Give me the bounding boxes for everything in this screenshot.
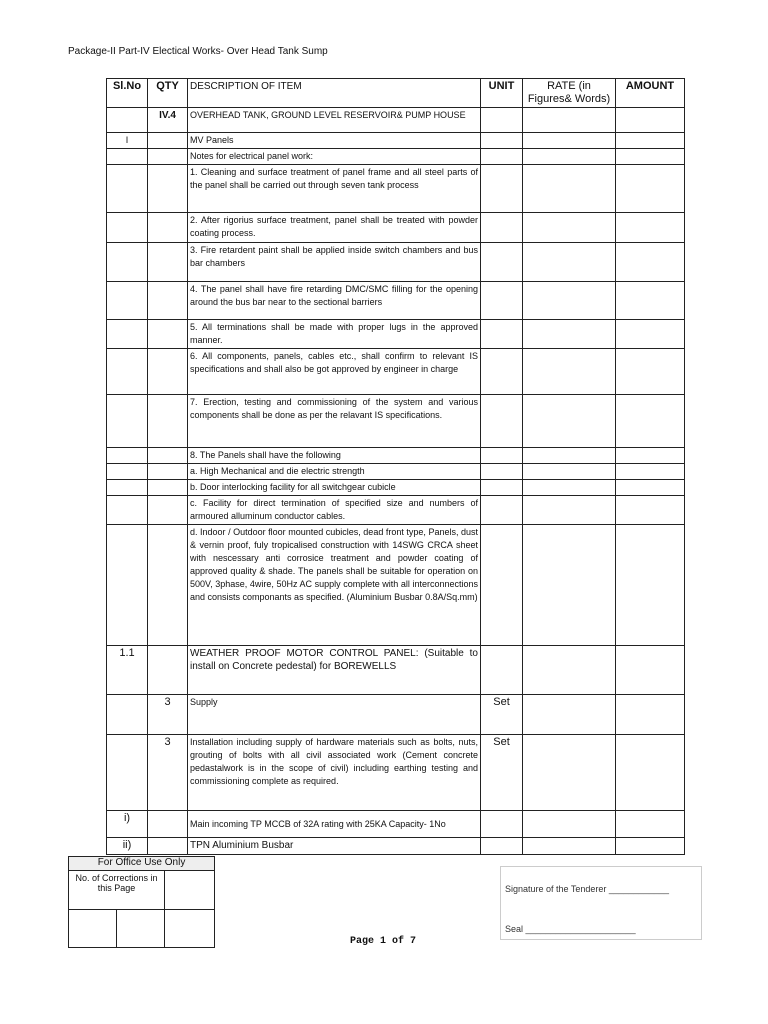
corrections-label: No. of Corrections in this Page (69, 871, 165, 910)
row-amount (616, 349, 685, 395)
row-slno (107, 464, 148, 480)
bill-of-quantities-table (106, 78, 685, 855)
table-row (107, 243, 685, 282)
row-amount (616, 149, 685, 165)
row-slno (107, 735, 148, 811)
row-amount (616, 695, 685, 735)
row-unit (481, 165, 523, 213)
row-rate (523, 496, 616, 525)
row-description: a. High Mechanical and die electric strength (188, 464, 481, 480)
row-amount (616, 464, 685, 480)
row-unit: Set (481, 695, 523, 735)
row-description: TPN Aluminium Busbar (188, 838, 481, 855)
row-description: d. Indoor / Outdoor floor mounted cubicles, dead front type, Panels, dust & vernin proof, fuly tropicalised construction with 14SWG CRCA sheet with nescessary anti corrosice treatment and powder coating of approved quality & shade. The panels shall be suitable for operation on 500V, 3phase, 4wire, 50Hz AC supply complete with all interconnections and consists componants as specified. (Aluminium Busbar 0.8A/Sq.mm) (188, 525, 481, 646)
row-description: c. Facility for direct termination of specified size and numbers of armoured alluminum conductor cables. (188, 496, 481, 525)
table-row (107, 320, 685, 349)
table-row (107, 213, 685, 243)
row-amount (616, 811, 685, 838)
row-slno: ii) (107, 838, 148, 855)
row-slno (107, 448, 148, 464)
row-description: 3. Fire retardent paint shall be applied inside switch chambers and bus bar chambers (188, 243, 481, 282)
tenderer-signature-line: Signature of the Tenderer ____________ (505, 884, 669, 894)
row-amount (616, 108, 685, 133)
row-slno (107, 108, 148, 133)
table-row (107, 448, 685, 464)
table-row (107, 282, 685, 320)
office-cell (165, 910, 215, 948)
col-header-qty: QTY (148, 79, 188, 108)
seal-line: Seal ______________________ (505, 924, 636, 934)
table-row (107, 811, 685, 838)
row-description: Installation including supply of hardware materials such as bolts, nuts, grouting of bolts with all civil associated work (Cement concrete pedastalwork is in the scope of civil) including earthing testing and commissioning complete as required. (188, 735, 481, 811)
row-rate (523, 213, 616, 243)
row-rate (523, 480, 616, 496)
table-row (107, 496, 685, 525)
table-row (107, 133, 685, 149)
row-unit (481, 349, 523, 395)
row-description: Notes for electrical panel work: (188, 149, 481, 165)
row-slno (107, 480, 148, 496)
row-slno (107, 349, 148, 395)
row-slno (107, 243, 148, 282)
row-amount (616, 525, 685, 646)
col-header-slno: Sl.No (107, 79, 148, 108)
table-row (107, 349, 685, 395)
corrections-value-cell (165, 871, 215, 910)
row-unit (481, 811, 523, 838)
row-description: 5. All terminations shall be made with proper lugs in the approved manner. (188, 320, 481, 349)
row-description: Supply (188, 695, 481, 735)
row-qty (148, 243, 188, 282)
row-qty (148, 395, 188, 448)
row-amount (616, 213, 685, 243)
row-amount (616, 838, 685, 855)
row-unit (481, 149, 523, 165)
row-amount (616, 480, 685, 496)
table-row (107, 165, 685, 213)
row-qty (148, 349, 188, 395)
row-rate (523, 133, 616, 149)
row-amount (616, 243, 685, 282)
row-description: MV Panels (188, 133, 481, 149)
row-amount (616, 448, 685, 464)
row-unit (481, 395, 523, 448)
row-unit (481, 213, 523, 243)
row-slno (107, 213, 148, 243)
row-amount (616, 320, 685, 349)
row-description: 7. Erection, testing and commissioning of the system and various components shall be done as per the relavant IS specifications. (188, 395, 481, 448)
office-use-box (68, 856, 215, 948)
office-cell (117, 910, 165, 948)
row-description: 1. Cleaning and surface treatment of panel frame and all steel parts of the panel shall be carried out through seven tank process (188, 165, 481, 213)
table-row (107, 480, 685, 496)
row-rate (523, 349, 616, 395)
row-slno (107, 525, 148, 646)
row-qty (148, 525, 188, 646)
row-qty: IV.4 (148, 108, 188, 133)
row-amount (616, 282, 685, 320)
row-amount (616, 646, 685, 695)
document-header: Package-II Part-IV Electical Works- Over Head Tank Sump (68, 46, 328, 57)
row-qty (148, 811, 188, 838)
row-slno (107, 165, 148, 213)
row-unit (481, 448, 523, 464)
row-unit (481, 243, 523, 282)
row-rate (523, 108, 616, 133)
row-description: 4. The panel shall have fire retarding DMC/SMC filling for the opening around the bus bar near to the sectional barriers (188, 282, 481, 320)
row-rate (523, 735, 616, 811)
row-rate (523, 464, 616, 480)
col-header-description: DESCRIPTION OF ITEM (188, 79, 481, 108)
row-slno (107, 149, 148, 165)
row-unit (481, 133, 523, 149)
row-rate (523, 695, 616, 735)
row-rate (523, 525, 616, 646)
table-header-row (107, 79, 685, 108)
row-unit (481, 646, 523, 695)
table-row (107, 695, 685, 735)
table-row (107, 646, 685, 695)
row-amount (616, 133, 685, 149)
row-qty (148, 282, 188, 320)
row-unit (481, 480, 523, 496)
row-rate (523, 646, 616, 695)
row-rate (523, 395, 616, 448)
row-description: OVERHEAD TANK, GROUND LEVEL RESERVOIR& PUMP HOUSE (188, 108, 481, 133)
office-cell (69, 910, 117, 948)
row-unit (481, 108, 523, 133)
row-unit (481, 496, 523, 525)
table-row (107, 838, 685, 855)
row-qty (148, 838, 188, 855)
row-amount (616, 165, 685, 213)
page-number: Page 1 of 7 (350, 936, 417, 947)
table-row (107, 735, 685, 811)
row-slno (107, 282, 148, 320)
row-rate (523, 243, 616, 282)
row-unit (481, 320, 523, 349)
row-slno: 1.1 (107, 646, 148, 695)
row-unit (481, 464, 523, 480)
row-slno (107, 695, 148, 735)
row-slno (107, 496, 148, 525)
row-unit (481, 282, 523, 320)
table-row (107, 149, 685, 165)
row-unit: Set (481, 735, 523, 811)
row-description: WEATHER PROOF MOTOR CONTROL PANEL: (Suitable to install on Concrete pedestal) for BOREWELLS (188, 646, 481, 695)
col-header-unit: UNIT (481, 79, 523, 108)
row-qty (148, 464, 188, 480)
table-row (107, 525, 685, 646)
row-amount (616, 395, 685, 448)
table-row (107, 464, 685, 480)
row-slno (107, 320, 148, 349)
row-qty: 3 (148, 695, 188, 735)
row-rate (523, 149, 616, 165)
row-qty (148, 646, 188, 695)
row-rate (523, 320, 616, 349)
row-rate (523, 165, 616, 213)
row-description: 2. After rigorius surface treatment, panel shall be treated with powder coating process. (188, 213, 481, 243)
row-amount (616, 735, 685, 811)
row-qty (148, 448, 188, 464)
row-qty (148, 133, 188, 149)
table-row (107, 108, 685, 133)
row-qty (148, 165, 188, 213)
table-row (107, 395, 685, 448)
row-slno: i) (107, 811, 148, 838)
row-description: b. Door interlocking facility for all switchgear cubicle (188, 480, 481, 496)
row-rate (523, 811, 616, 838)
row-slno (107, 395, 148, 448)
row-description: 8. The Panels shall have the following (188, 448, 481, 464)
col-header-amount: AMOUNT (616, 79, 685, 108)
row-qty (148, 149, 188, 165)
row-rate (523, 838, 616, 855)
office-use-title: For Office Use Only (69, 857, 215, 871)
row-unit (481, 525, 523, 646)
col-header-rate: RATE (in Figures& Words) (523, 79, 616, 108)
row-qty (148, 213, 188, 243)
row-rate (523, 282, 616, 320)
row-qty: 3 (148, 735, 188, 811)
row-slno: I (107, 133, 148, 149)
row-description: Main incoming TP MCCB of 32A rating with 25KA Capacity- 1No (188, 811, 481, 838)
row-amount (616, 496, 685, 525)
row-qty (148, 320, 188, 349)
signature-box (500, 866, 702, 940)
row-qty (148, 480, 188, 496)
row-unit (481, 838, 523, 855)
row-description: 6. All components, panels, cables etc., shall confirm to relevant IS specifications and shall also be got approved by engineer in charge (188, 349, 481, 395)
row-rate (523, 448, 616, 464)
row-qty (148, 496, 188, 525)
